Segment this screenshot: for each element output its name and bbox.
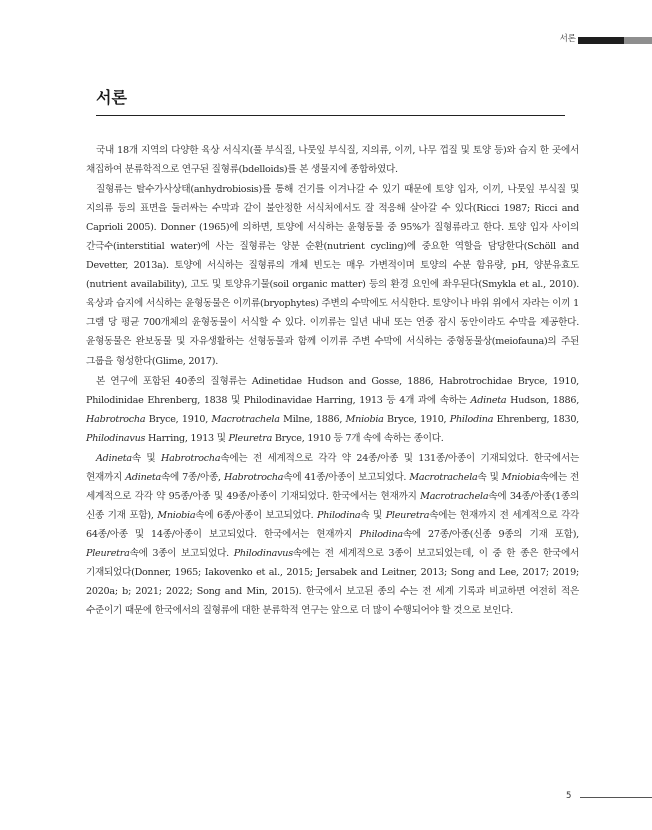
text-run: 국내 18개 지역의 다양한 육상 서식지(풀 부식질, 나뭇잎 부식질, 지의류, 이끼, 나무 껍질 및 토양 등)와 습지 한 곳에서 채집하여 분류학적으로 연구된 질형류(bdelloids)를 본 생물지에 종합하였다. — [86, 145, 579, 176]
taxon-name-italic: Philodina — [359, 528, 403, 540]
text-run: 본 연구에 포함된 40종의 질형류는 Adinetidae Hudson and Gosse, 1886, Habrotrochidae Bryce, 1910, Philodinidae Ehrenberg, 1838 및 Philodinavidae Harring, 1913 등 4개 과에 속하는 — [86, 375, 579, 406]
taxon-name-italic: Philodinavus — [86, 432, 146, 444]
text-run: 속에 7종/아종, — [161, 471, 224, 483]
text-run: 속에 41종/아종이 보고되었다. — [283, 471, 410, 483]
taxon-name-italic: Pleuretra — [228, 432, 273, 444]
taxon-name-italic: Pleuretra — [86, 547, 130, 559]
paragraph-3 — [86, 372, 579, 448]
text-run: 속 및 — [360, 509, 386, 521]
taxon-name-italic: Philodina — [317, 509, 361, 521]
taxon-name-italic: Habrotrocha — [223, 471, 284, 483]
text-run: 속에 27종/아종(신종 9종의 기재 포함), — [402, 528, 579, 540]
text-run: 속에는 전 세계적으로 3종이 보고되었는데, 이 중 한 종은 한국에서 기재되었다(Donner, 1965; Iakovenko et al., 2015; Jersabek and Leitner, 2013; Song and Lee, 2017; 2019; 2020a; b; 2021; 2022; Song and Min, 2015). 한국에서 보고된 종의 수는 전 세계 기록과 비교하면 여전히 적은 수준이기 때문에 한국에서의 질형류에 대한 분류학적 연구는 앞으로 더 많이 수행되어야 할 것으로 보인다. — [86, 547, 579, 617]
taxon-name-italic: Mniobia — [157, 509, 196, 521]
running-header — [0, 34, 652, 48]
text-run: Bryce, 1910 등 7개 속에 속하는 종이다. — [272, 432, 444, 444]
taxon-name-italic: Habrotrocha — [86, 413, 146, 425]
running-header-label: 서론 — [559, 34, 576, 44]
taxon-name-italic: Macrotrachela — [420, 490, 489, 502]
text-run: Milne, 1886, — [279, 413, 346, 425]
taxon-name-italic: Philodinavus — [233, 547, 293, 559]
text-run: 속 및 — [477, 471, 502, 483]
taxon-name-italic: Adineta — [96, 452, 132, 464]
taxon-name-italic: Pleuretra — [385, 509, 430, 521]
text-run: 속 및 — [131, 452, 161, 464]
paragraph-1 — [86, 141, 579, 179]
text-run: 속에는 현재까지 전 세계적으로 각각 64종/아종 및 14종/아종이 보고되었다. 한국에서는 현재까지 — [86, 509, 579, 540]
text-run: Ehrenberg, 1830, — [493, 413, 579, 425]
body-text — [86, 141, 579, 621]
taxon-name-italic: Mniobia — [345, 413, 384, 425]
text-run: 속에는 전 세계적으로 각각 약 95종/아종 및 49종/아종이 기재되었다. 한국에서는 현재까지 — [86, 471, 579, 502]
taxon-name-italic: Adineta — [125, 471, 162, 483]
text-run: 속에 3종이 보고되었다. — [129, 547, 234, 559]
text-run: 속에 34종/아종(1종의 신종 기재 포함), — [86, 490, 579, 521]
title-underline-rule — [96, 115, 565, 116]
text-run: 속에는 전 세계적으로 각각 약 24종/아종 및 131종/아종이 기재되었다. 한국에서는 현재까지 — [86, 452, 579, 483]
text-run: 속에 6종/아종이 보고되었다. — [195, 509, 317, 521]
header-decoration-grey-bar — [624, 37, 652, 44]
taxon-name-italic: Mniobia — [501, 471, 540, 483]
header-decoration-dark-bar — [578, 37, 624, 44]
section-title: 서론 — [96, 88, 127, 107]
text-run: Harring, 1913 및 — [145, 432, 229, 444]
taxon-name-italic: Habrotrocha — [161, 452, 221, 464]
taxon-name-italic: Philodina — [449, 413, 494, 425]
paragraph-4 — [86, 449, 579, 620]
paragraph-2 — [86, 180, 579, 370]
text-run: Bryce, 1910, — [383, 413, 450, 425]
taxon-name-italic: Macrotrachela — [211, 413, 280, 425]
text-run: Hudson, 1886, — [506, 394, 579, 406]
page-number: 5 — [566, 791, 572, 801]
footer-rule — [580, 797, 652, 798]
text-run: 질형류는 탈수가사상태(anhydrobiosis)를 통해 건기를 이겨나갈 수 있기 때문에 토양 입자, 이끼, 나뭇잎 부식질 및 지의류 등의 표면을 둘러싸는 수막과 같이 불안정한 서식처에서도 잘 적응해 살아갈 수 있다(Ricci 1987; Ricci and Caprioli 2005). Donner (1965)에 의하면, 토양에 서식하는 윤형동물 중 95%가 질형류라고 한다. 토양 입자 사이의 간극수(interstitial water)에 사는 질형류는 양분 순환(nutrient cycling)에 중요한 역할을 담당한다(Schöll and Devetter, 2013a). 토양에 서식하는 질형류의 개체 빈도는 매우 가변적이며 토양의 수분 함유량, pH, 양분유효도(nutrient availability), 고도 및 토양유기물(soil organic matter) 등의 환경 요인에 좌우된다(Smykla et al., 2010). 육상과 습지에 서식하는 윤형동물은 이끼류(bryophytes) 주변의 수막에도 서식한다. 토양이나 바위 위에서 자라는 이끼 1 그램 당 평균 700개체의 윤형동물이 서식할 수 있다. 이끼류는 일년 내내 또는 연중 잠시 동안이라도 수막을 제공한다. 윤형동물은 완보동물 및 자유생활하는 선형동물과 함께 이끼류 주변 수막에 서식하는 중형동물상(meiofauna)의 주된 그룹을 형성한다(Glime, 2017). — [86, 184, 579, 367]
taxon-name-italic: Adineta — [470, 394, 507, 406]
taxon-name-italic: Macrotrachela — [409, 471, 478, 483]
text-run: Bryce, 1910, — [145, 413, 212, 425]
